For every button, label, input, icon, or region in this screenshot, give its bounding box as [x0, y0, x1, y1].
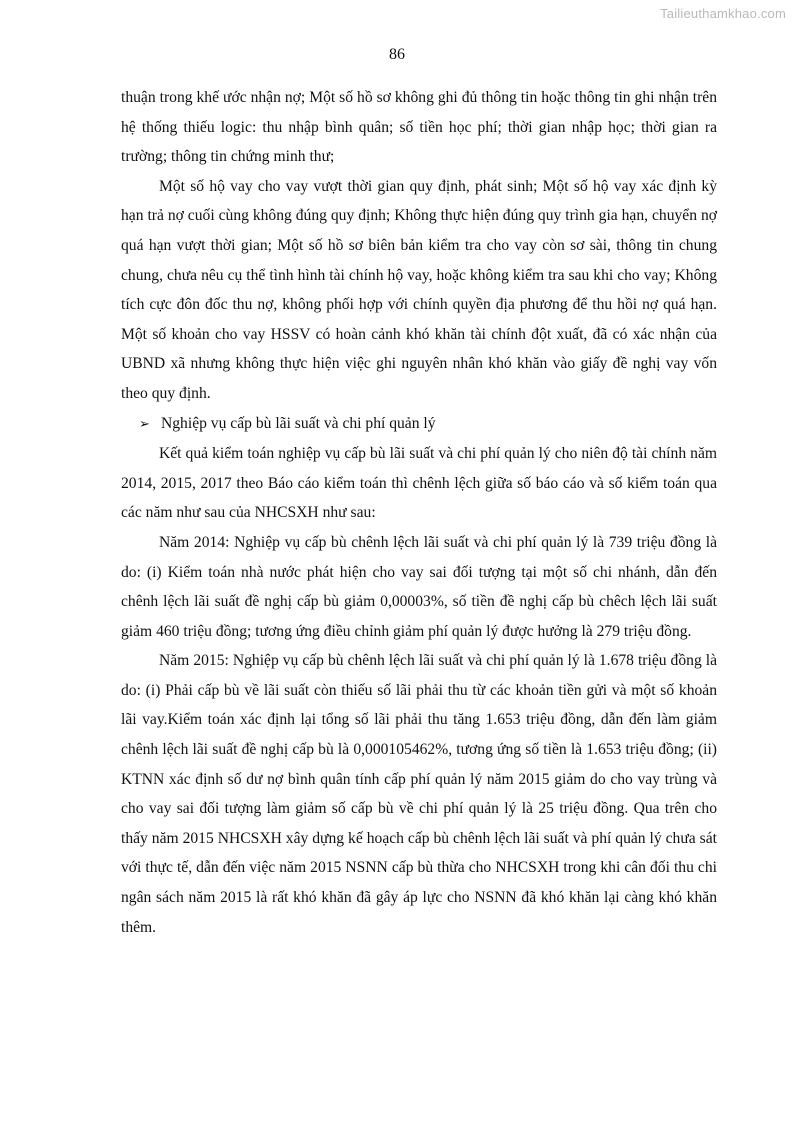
paragraph-audit-results: Kết quả kiểm toán nghiệp vụ cấp bù lãi suất và chi phí quản lý cho niên độ tài chính năm 2014, 2015, 2017 theo Báo cáo kiểm toán thì chênh lệch giữa số báo cáo và số kiểm toán qua các năm như sau của NHCSXH như sau:: [121, 445, 717, 522]
watermark: Tailieuthamkhao.com: [660, 6, 786, 21]
paragraph-loan-violations: Một số hộ vay cho vay vượt thời gian quy định, phát sinh; Một số hộ vay xác định kỳ hạn trả nợ cuối cùng không đúng quy định; Không thực hiện đúng quy trình gia hạn, chuyển nợ quá hạn vượt thời gian; Một số hồ sơ biên bản kiểm tra cho vay còn sơ sài, thông tin chung chung, chưa nêu cụ thể tình hình tài chính hộ vay, hoặc không kiểm tra sau khi cho vay; Không tích cực đôn đốc thu nợ, không phối hợp với chính quyền địa phương để thu hồi nợ quá hạn. Một số khoản cho vay HSSV có hoàn cảnh khó khăn tài chính đột xuất, đã có xác nhận của UBND xã nhưng không thực hiện việc ghi nguyên nhân khó khăn vào giấy đề nghị vay vốn theo quy định.: [121, 177, 717, 402]
arrow-bullet-icon: ➢: [139, 416, 150, 432]
page-number: 86: [389, 46, 405, 63]
document-body: [121, 83, 717, 942]
paragraph-year-2015: Năm 2015: Nghiệp vụ cấp bù chênh lệch lãi suất và chi phí quản lý là 1.678 triệu đồng là do: (i) Phải cấp bù về lãi suất còn thiếu số lãi phải thu từ các khoản tiền gửi và một số khoản lãi vay.Kiểm toán xác định lại tổng số lãi phải thu tăng 1.653 triệu đồng, dẫn đến làm giảm chênh lệch lãi suất đề nghị cấp bù là 0,000105462%, tương ứng số tiền là 1.653 triệu đồng; (ii) KTNN xác định số dư nợ bình quân tính cấp phí quản lý năm 2015 giảm do cho vay trùng và cho vay sai đối tượng làm giảm số cấp bù về chi phí quản lý là 25 triệu đồng. Qua trên cho thấy năm 2015 NHCSXH xây dựng kế hoạch cấp bù chênh lệch lãi suất và phí quản lý chưa sát với thực tế, dẫn đến việc năm 2015 NSNN cấp bù thừa cho NHCSXH trong khi cân đối thu chi ngân sách năm 2015 là rất khó khăn đã gây áp lực cho NSNN đã khó khăn lại càng khó khăn thêm.: [121, 652, 717, 936]
section-heading-text: Nghiệp vụ cấp bù lãi suất và chi phí quản lý: [161, 414, 436, 432]
section-heading: [121, 409, 717, 440]
paragraph-year-2014: Năm 2014: Nghiệp vụ cấp bù chênh lệch lãi suất và chi phí quản lý là 739 triệu đồng là do: (i) Kiểm toán nhà nước phát hiện cho vay sai đối tượng tại một số chi nhánh, dẫn đến chênh lệch lãi suất đề nghị cấp bù giảm 0,00003%, số tiền đề nghị cấp bù chêch lệch lãi suất giảm 460 triệu đồng; tương ứng điều chỉnh giảm phí quản lý được hưởng là 279 triệu đồng.: [121, 533, 717, 640]
paragraph-continuation: thuận trong khế ước nhận nợ; Một số hồ sơ không ghi đủ thông tin hoặc thông tin ghi nhận trên hệ thống thiếu logic: thu nhập bình quân; số tiền học phí; thời gian nhập học; thời gian ra trường; thông tin chứng minh thư;: [121, 89, 717, 166]
